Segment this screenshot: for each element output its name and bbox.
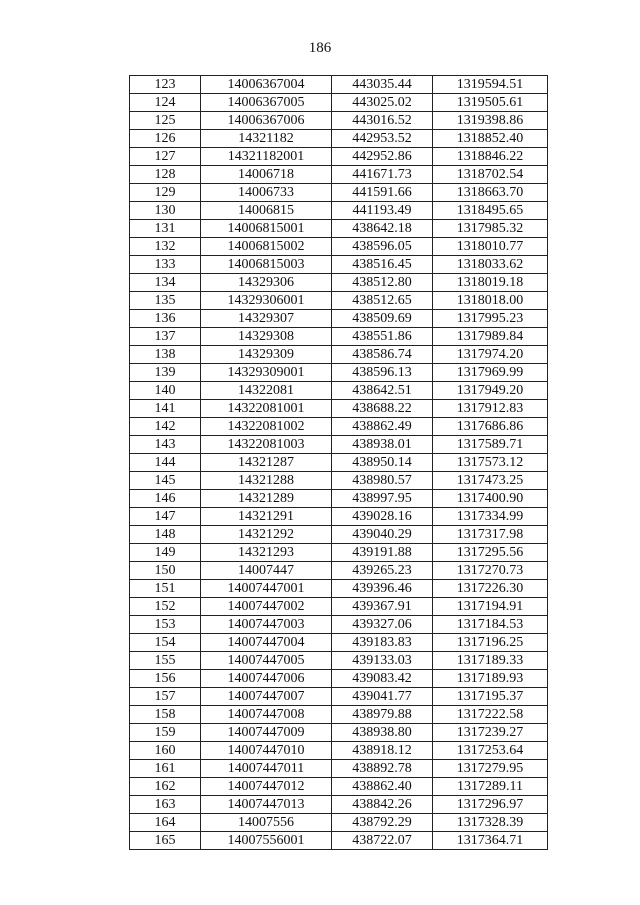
x-coordinate-cell: 439041.77 [332, 688, 433, 706]
table-row [130, 274, 548, 292]
x-coordinate-cell: 438642.51 [332, 382, 433, 400]
table-row [130, 382, 548, 400]
y-coordinate-cell: 1318702.54 [433, 166, 548, 184]
x-coordinate-cell: 442953.52 [332, 130, 433, 148]
point-id-cell: 14329309 [201, 346, 332, 364]
point-id-cell: 14329308 [201, 328, 332, 346]
point-id-cell: 14007447013 [201, 796, 332, 814]
point-id-cell: 14007447007 [201, 688, 332, 706]
page-number: 186 [308, 40, 332, 56]
row-index-cell: 160 [130, 742, 201, 760]
table-row [130, 634, 548, 652]
table-row [130, 94, 548, 112]
row-index-cell: 159 [130, 724, 201, 742]
y-coordinate-cell: 1317296.97 [433, 796, 548, 814]
x-coordinate-cell: 438509.69 [332, 310, 433, 328]
row-index-cell: 123 [130, 76, 201, 94]
y-coordinate-cell: 1317184.53 [433, 616, 548, 634]
coordinates-table-body [130, 76, 548, 850]
y-coordinate-cell: 1317196.25 [433, 634, 548, 652]
table-row [130, 346, 548, 364]
table-row [130, 220, 548, 238]
point-id-cell: 14007447 [201, 562, 332, 580]
table-row [130, 472, 548, 490]
row-index-cell: 130 [130, 202, 201, 220]
point-id-cell: 14322081 [201, 382, 332, 400]
row-index-cell: 142 [130, 418, 201, 436]
x-coordinate-cell: 439265.23 [332, 562, 433, 580]
row-index-cell: 152 [130, 598, 201, 616]
y-coordinate-cell: 1317989.84 [433, 328, 548, 346]
table-row [130, 778, 548, 796]
point-id-cell: 14007447004 [201, 634, 332, 652]
table-row [130, 364, 548, 382]
y-coordinate-cell: 1318846.22 [433, 148, 548, 166]
table-row [130, 544, 548, 562]
point-id-cell: 14321289 [201, 490, 332, 508]
x-coordinate-cell: 441193.49 [332, 202, 433, 220]
x-coordinate-cell: 438551.86 [332, 328, 433, 346]
point-id-cell: 14006367004 [201, 76, 332, 94]
table-row [130, 598, 548, 616]
row-index-cell: 157 [130, 688, 201, 706]
row-index-cell: 143 [130, 436, 201, 454]
row-index-cell: 129 [130, 184, 201, 202]
table-row [130, 166, 548, 184]
point-id-cell: 14007447002 [201, 598, 332, 616]
point-id-cell: 14329306001 [201, 292, 332, 310]
table-row [130, 76, 548, 94]
table-row [130, 310, 548, 328]
y-coordinate-cell: 1318495.65 [433, 202, 548, 220]
y-coordinate-cell: 1317270.73 [433, 562, 548, 580]
x-coordinate-cell: 438512.65 [332, 292, 433, 310]
y-coordinate-cell: 1317195.37 [433, 688, 548, 706]
table-row [130, 202, 548, 220]
row-index-cell: 164 [130, 814, 201, 832]
y-coordinate-cell: 1317995.23 [433, 310, 548, 328]
row-index-cell: 136 [130, 310, 201, 328]
table-row [130, 328, 548, 346]
row-index-cell: 125 [130, 112, 201, 130]
x-coordinate-cell: 439327.06 [332, 616, 433, 634]
row-index-cell: 153 [130, 616, 201, 634]
table-row [130, 418, 548, 436]
y-coordinate-cell: 1317969.99 [433, 364, 548, 382]
row-index-cell: 131 [130, 220, 201, 238]
row-index-cell: 133 [130, 256, 201, 274]
coordinates-table [129, 75, 548, 850]
y-coordinate-cell: 1317985.32 [433, 220, 548, 238]
table-row [130, 706, 548, 724]
x-coordinate-cell: 438512.80 [332, 274, 433, 292]
point-id-cell: 14007447003 [201, 616, 332, 634]
table-row [130, 814, 548, 832]
y-coordinate-cell: 1318018.00 [433, 292, 548, 310]
row-index-cell: 150 [130, 562, 201, 580]
table-row [130, 742, 548, 760]
y-coordinate-cell: 1318010.77 [433, 238, 548, 256]
row-index-cell: 124 [130, 94, 201, 112]
y-coordinate-cell: 1318663.70 [433, 184, 548, 202]
row-index-cell: 135 [130, 292, 201, 310]
point-id-cell: 14322081001 [201, 400, 332, 418]
table-row [130, 724, 548, 742]
y-coordinate-cell: 1317589.71 [433, 436, 548, 454]
row-index-cell: 149 [130, 544, 201, 562]
y-coordinate-cell: 1317473.25 [433, 472, 548, 490]
table-row [130, 616, 548, 634]
point-id-cell: 14006367005 [201, 94, 332, 112]
x-coordinate-cell: 438688.22 [332, 400, 433, 418]
x-coordinate-cell: 438938.01 [332, 436, 433, 454]
x-coordinate-cell: 438722.07 [332, 832, 433, 850]
point-id-cell: 14006815 [201, 202, 332, 220]
x-coordinate-cell: 439040.29 [332, 526, 433, 544]
x-coordinate-cell: 441591.66 [332, 184, 433, 202]
row-index-cell: 140 [130, 382, 201, 400]
y-coordinate-cell: 1317573.12 [433, 454, 548, 472]
x-coordinate-cell: 438997.95 [332, 490, 433, 508]
table-row [130, 580, 548, 598]
x-coordinate-cell: 439191.88 [332, 544, 433, 562]
row-index-cell: 138 [130, 346, 201, 364]
x-coordinate-cell: 438842.26 [332, 796, 433, 814]
row-index-cell: 126 [130, 130, 201, 148]
x-coordinate-cell: 441671.73 [332, 166, 433, 184]
row-index-cell: 127 [130, 148, 201, 166]
y-coordinate-cell: 1317912.83 [433, 400, 548, 418]
row-index-cell: 151 [130, 580, 201, 598]
table-row [130, 688, 548, 706]
point-id-cell: 14321288 [201, 472, 332, 490]
x-coordinate-cell: 439028.16 [332, 508, 433, 526]
row-index-cell: 141 [130, 400, 201, 418]
x-coordinate-cell: 438979.88 [332, 706, 433, 724]
point-id-cell: 14006815003 [201, 256, 332, 274]
row-index-cell: 146 [130, 490, 201, 508]
x-coordinate-cell: 438862.40 [332, 778, 433, 796]
point-id-cell: 14321182001 [201, 148, 332, 166]
point-id-cell: 14006718 [201, 166, 332, 184]
x-coordinate-cell: 439083.42 [332, 670, 433, 688]
table-row [130, 130, 548, 148]
x-coordinate-cell: 438586.74 [332, 346, 433, 364]
y-coordinate-cell: 1317279.95 [433, 760, 548, 778]
y-coordinate-cell: 1317189.93 [433, 670, 548, 688]
row-index-cell: 144 [130, 454, 201, 472]
x-coordinate-cell: 438918.12 [332, 742, 433, 760]
table-row [130, 796, 548, 814]
y-coordinate-cell: 1317239.27 [433, 724, 548, 742]
row-index-cell: 158 [130, 706, 201, 724]
table-row [130, 652, 548, 670]
table-row [130, 400, 548, 418]
point-id-cell: 14007447011 [201, 760, 332, 778]
row-index-cell: 137 [130, 328, 201, 346]
row-index-cell: 163 [130, 796, 201, 814]
x-coordinate-cell: 443025.02 [332, 94, 433, 112]
x-coordinate-cell: 438892.78 [332, 760, 433, 778]
row-index-cell: 139 [130, 364, 201, 382]
y-coordinate-cell: 1318033.62 [433, 256, 548, 274]
y-coordinate-cell: 1318852.40 [433, 130, 548, 148]
row-index-cell: 145 [130, 472, 201, 490]
x-coordinate-cell: 443016.52 [332, 112, 433, 130]
point-id-cell: 14321182 [201, 130, 332, 148]
row-index-cell: 156 [130, 670, 201, 688]
y-coordinate-cell: 1317686.86 [433, 418, 548, 436]
table-row [130, 670, 548, 688]
point-id-cell: 14006733 [201, 184, 332, 202]
x-coordinate-cell: 438938.80 [332, 724, 433, 742]
y-coordinate-cell: 1317194.91 [433, 598, 548, 616]
x-coordinate-cell: 438516.45 [332, 256, 433, 274]
y-coordinate-cell: 1318019.18 [433, 274, 548, 292]
y-coordinate-cell: 1319594.51 [433, 76, 548, 94]
row-index-cell: 161 [130, 760, 201, 778]
x-coordinate-cell: 438950.14 [332, 454, 433, 472]
point-id-cell: 14007447012 [201, 778, 332, 796]
point-id-cell: 14007447009 [201, 724, 332, 742]
point-id-cell: 14007447005 [201, 652, 332, 670]
y-coordinate-cell: 1319398.86 [433, 112, 548, 130]
x-coordinate-cell: 439367.91 [332, 598, 433, 616]
x-coordinate-cell: 439183.83 [332, 634, 433, 652]
y-coordinate-cell: 1317253.64 [433, 742, 548, 760]
table-row [130, 832, 548, 850]
row-index-cell: 132 [130, 238, 201, 256]
x-coordinate-cell: 438596.05 [332, 238, 433, 256]
table-row [130, 562, 548, 580]
point-id-cell: 14329309001 [201, 364, 332, 382]
y-coordinate-cell: 1317222.58 [433, 706, 548, 724]
y-coordinate-cell: 1317289.11 [433, 778, 548, 796]
table-row [130, 256, 548, 274]
y-coordinate-cell: 1317328.39 [433, 814, 548, 832]
row-index-cell: 147 [130, 508, 201, 526]
table-row [130, 454, 548, 472]
row-index-cell: 128 [130, 166, 201, 184]
x-coordinate-cell: 439396.46 [332, 580, 433, 598]
point-id-cell: 14007556001 [201, 832, 332, 850]
point-id-cell: 14329307 [201, 310, 332, 328]
x-coordinate-cell: 443035.44 [332, 76, 433, 94]
table-row [130, 238, 548, 256]
x-coordinate-cell: 439133.03 [332, 652, 433, 670]
table-row [130, 292, 548, 310]
y-coordinate-cell: 1317226.30 [433, 580, 548, 598]
point-id-cell: 14007447010 [201, 742, 332, 760]
table-row [130, 148, 548, 166]
y-coordinate-cell: 1317974.20 [433, 346, 548, 364]
point-id-cell: 14322081003 [201, 436, 332, 454]
y-coordinate-cell: 1317295.56 [433, 544, 548, 562]
y-coordinate-cell: 1317949.20 [433, 382, 548, 400]
table-row [130, 760, 548, 778]
y-coordinate-cell: 1317364.71 [433, 832, 548, 850]
x-coordinate-cell: 442952.86 [332, 148, 433, 166]
y-coordinate-cell: 1317189.33 [433, 652, 548, 670]
x-coordinate-cell: 438980.57 [332, 472, 433, 490]
point-id-cell: 14006815001 [201, 220, 332, 238]
row-index-cell: 154 [130, 634, 201, 652]
table-row [130, 112, 548, 130]
y-coordinate-cell: 1317334.99 [433, 508, 548, 526]
row-index-cell: 134 [130, 274, 201, 292]
point-id-cell: 14321293 [201, 544, 332, 562]
x-coordinate-cell: 438642.18 [332, 220, 433, 238]
point-id-cell: 14322081002 [201, 418, 332, 436]
table-row [130, 184, 548, 202]
point-id-cell: 14006367006 [201, 112, 332, 130]
y-coordinate-cell: 1319505.61 [433, 94, 548, 112]
row-index-cell: 148 [130, 526, 201, 544]
table-row [130, 508, 548, 526]
point-id-cell: 14321287 [201, 454, 332, 472]
row-index-cell: 155 [130, 652, 201, 670]
table-row [130, 490, 548, 508]
point-id-cell: 14007447006 [201, 670, 332, 688]
x-coordinate-cell: 438862.49 [332, 418, 433, 436]
point-id-cell: 14007447001 [201, 580, 332, 598]
row-index-cell: 165 [130, 832, 201, 850]
table-row [130, 526, 548, 544]
table-row [130, 436, 548, 454]
x-coordinate-cell: 438792.29 [332, 814, 433, 832]
row-index-cell: 162 [130, 778, 201, 796]
point-id-cell: 14329306 [201, 274, 332, 292]
point-id-cell: 14321291 [201, 508, 332, 526]
y-coordinate-cell: 1317400.90 [433, 490, 548, 508]
x-coordinate-cell: 438596.13 [332, 364, 433, 382]
y-coordinate-cell: 1317317.98 [433, 526, 548, 544]
point-id-cell: 14007447008 [201, 706, 332, 724]
point-id-cell: 14007556 [201, 814, 332, 832]
point-id-cell: 14321292 [201, 526, 332, 544]
point-id-cell: 14006815002 [201, 238, 332, 256]
